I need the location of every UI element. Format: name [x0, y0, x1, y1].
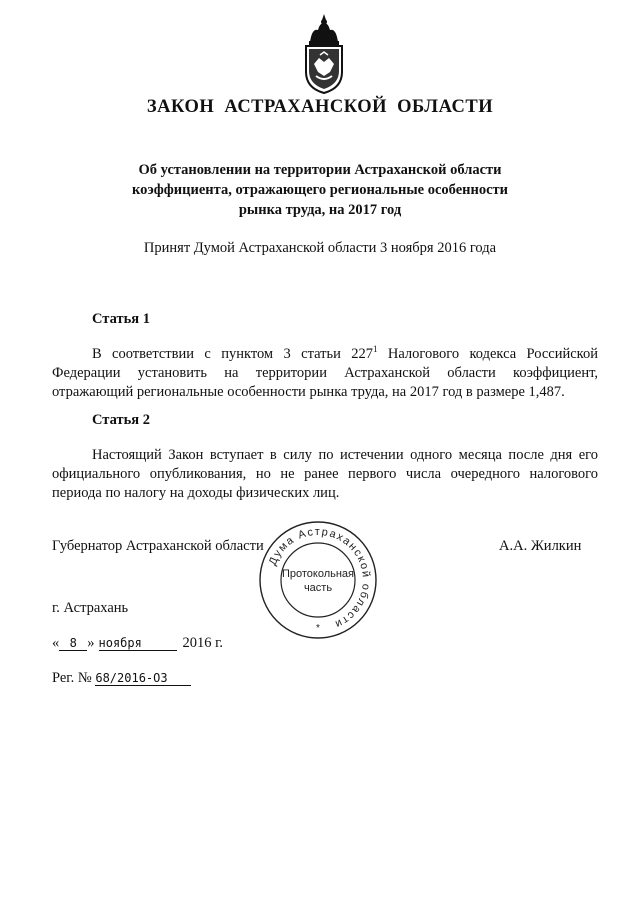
subtitle-line: рынка труда, на 2017 год: [238, 202, 402, 218]
signatory-name: А.А. Жилкин: [499, 538, 582, 554]
signatory-position: Губернатор Астраханской области: [52, 538, 264, 554]
subtitle-line: коэффициента, отражающего региональные особенности: [131, 182, 509, 198]
article-1-text-end: Налогового кодекса Российской Федерации установить на территории Астраханской области коэффициент, отражающий региональные особенности рынка труда, на 2017 год в размере 1,487.: [52, 346, 598, 400]
article-1-heading: Статья 1: [92, 311, 150, 327]
date-month: ноября: [99, 636, 177, 651]
article-1-text-start: В соответствии с пунктом 3 статьи 227: [92, 346, 373, 362]
city: г. Астрахань: [52, 600, 129, 616]
seal-center-line-1: Протокольная: [281, 568, 355, 580]
duma-seal-stamp: [256, 518, 380, 642]
article-1-superscript: 1: [373, 344, 378, 355]
reg-number: 68/2016-ОЗ: [95, 671, 191, 686]
subtitle-line: Об установлении на территории Астраханской области: [138, 162, 502, 178]
astrakhan-coat-of-arms-icon: [300, 14, 348, 94]
article-1-text: [52, 345, 598, 402]
article-2-text: Настоящий Закон вступает в силу по истечении одного месяца после дня его официального опубликования, но не ранее первого числа очередного налогового периода по налогу на доходы физических лиц.: [52, 447, 598, 501]
date-year: 2016 г.: [182, 635, 224, 651]
signing-date: [52, 635, 223, 652]
seal-star: *: [316, 623, 320, 634]
article-2-heading: Статья 2: [92, 412, 150, 428]
date-quote-open: «: [52, 635, 60, 651]
document-title: ЗАКОН АСТРАХАНСКОЙ ОБЛАСТИ: [146, 97, 494, 117]
reg-label: Рег. №: [52, 670, 92, 686]
registration: [52, 670, 191, 687]
adoption-note: Принят Думой Астраханской области 3 ноября 2016 года: [143, 240, 497, 256]
date-quote-close: »: [87, 635, 95, 651]
date-day: 8: [59, 636, 87, 651]
seal-ring-text: Дума Астраханской области: [266, 525, 373, 631]
seal-center-line-2: часть: [303, 582, 333, 594]
law-subtitle: [0, 160, 640, 220]
